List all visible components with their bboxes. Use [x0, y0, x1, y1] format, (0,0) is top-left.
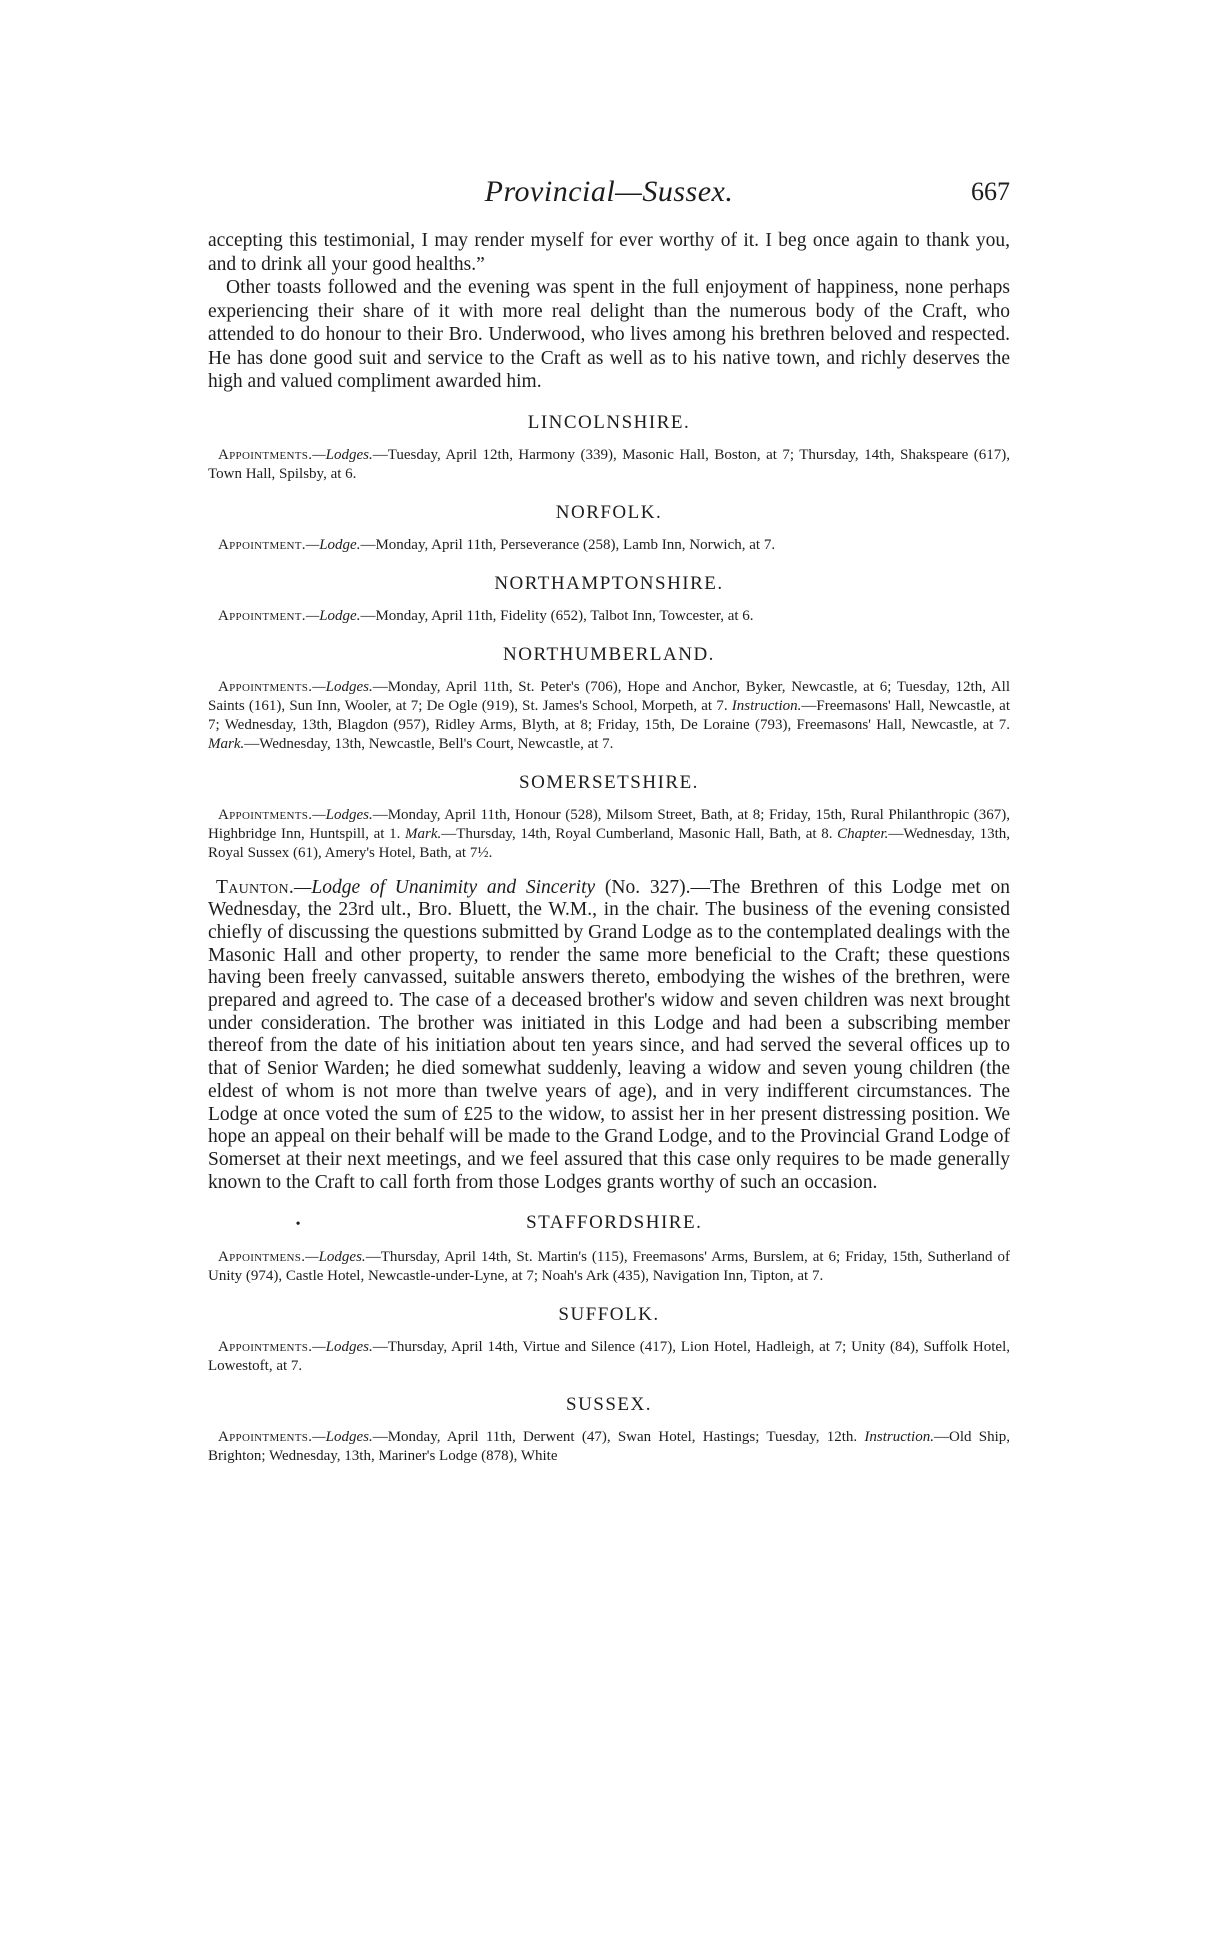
- heading-suffolk: SUFFOLK.: [558, 1304, 660, 1326]
- heading-northumberland: NORTHUMBERLAND.: [503, 643, 715, 665]
- bullet-mark: •: [295, 1217, 303, 1233]
- appointments-text: —Old Ship, Brighton; Wednesday, 13th, Mariner's Lodge (878), White: [208, 1429, 1010, 1465]
- heading-lincolnshire: LINCOLNSHIRE.: [527, 411, 691, 433]
- appointments-text: —Tuesday, April 12th, Harmony (339), Masonic Hall, Boston, at 7; Thursday, 14th, Shakspeare (617), Town Hall, Spilsby, at 6.: [208, 446, 1010, 482]
- chapter-label: Chapter.: [837, 825, 889, 842]
- lodges-label: —Lodges.: [312, 1429, 373, 1446]
- taunton-report: [208, 877, 1010, 1195]
- mark-label: Mark.: [405, 825, 442, 842]
- heading-somersetshire: SOMERSETSHIRE.: [519, 771, 699, 793]
- appointments-label: Appointments.: [218, 1429, 313, 1446]
- appointments-text: —Wednesday, 13th, Newcastle, Bell's Court, Newcastle, at 7.: [244, 735, 614, 752]
- taunton-report-text: (No. 327).—The Brethren of this Lodge met on Wednesday, the 23rd ult., Bro. Bluett, the W.M., in the chair. The business of the evening consisted chiefly of discussing the questions submitted by Grand Lodge as to the contemplated dealings with the Masonic Hall and other property, to render the same more beneficial to the Craft; these questions having been freely canvassed, suitable answers thereto, embodying the wishes of the brethren, were prepared and agreed to. The case of a deceased brother's widow and seven children was next brought under consideration. The brother was initiated in this Lodge and had been a subscribing member thereof from the date of his initiation about ten years since, and had served the several offices up to that of Senior Warden; he died somewhat suddenly, leaving a widow and seven young children (the eldest of whom is not more than twelve years of age), and in very indifferent circumstances. The Lodge at once voted the sum of £25 to the widow, to assist her in her present distressing position. We hope an appeal on their behalf will be made to the Grand Lodge, and to the Provincial Grand Lodge of Somerset at their next meetings, and we feel assured that this case only requires to be made generally known to the Craft to call forth from those Lodges grants worthy of such an occasion.: [208, 876, 1010, 1193]
- lodges-label: —Lodges.: [312, 806, 373, 823]
- taunton-lodge-name: —Lodge of Unanimity and Sincerity: [294, 876, 596, 898]
- appointments-text: —Freemasons' Hall, Newcastle, at 7; Wednesday, 13th, Blagdon (957), Ridley Arms, Blyth, at 8; Friday, 15th, De Loraine (793), Freemasons' Hall, Newcastle, at 7.: [208, 697, 1010, 733]
- appointment-label: Appointment.: [218, 607, 306, 624]
- appointments-label: Appointmens.: [218, 1249, 306, 1266]
- heading-norfolk: NORFOLK.: [555, 501, 663, 523]
- heading-sussex: SUSSEX.: [566, 1394, 652, 1416]
- lodges-label: —Lodges.: [312, 446, 373, 463]
- appointments-label: Appointments.: [218, 806, 313, 823]
- running-header: [208, 175, 1010, 215]
- appointments-label: Appointments.: [218, 1339, 313, 1356]
- running-title: Provincial—Sussex.: [484, 175, 734, 208]
- appointments-text: —Thursday, April 14th, St. Martin's (115), Freemasons' Arms, Burslem, at 6; Friday, 15th, Sutherland of Unity (974), Castle Hotel, Newcastle-under-Lyne, at 7; Noah's Ark (435), Navigation Inn, Tipton, at 7.: [208, 1249, 1010, 1285]
- instruction-label: Instruction.: [731, 697, 802, 714]
- appointments-sussex: [208, 1428, 1010, 1466]
- appointments-somersetshire: [208, 806, 1010, 863]
- appointments-text: —Monday, April 11th, St. Peter's (706), Hope and Anchor, Byker, Newcastle, at 6; Tuesday, 12th, All Saints (161), Sun Inn, Wooler, at 7; De Ogle (919), St. James's School, Morpeth, at 7.: [208, 678, 1010, 714]
- appointments-text: —Monday, April 11th, Derwent (47), Swan Hotel, Hastings; Tuesday, 12th.: [372, 1429, 865, 1446]
- intro-paragraph-2: Other toasts followed and the evening was spent in the full enjoyment of happiness, none perhaps experiencing their share of it with more real delight than the numerous body of the Craft, who attended to do honour to their Bro. Underwood, who lives among his brethren beloved and respected. He has done good suit and service to the Craft as well as to his native town, and richly deserves the high and valued compliment awarded him.: [208, 277, 1010, 392]
- lodge-label: —Lodge.: [305, 607, 361, 624]
- appointments-text: —Thursday, 14th, Royal Cumberland, Masonic Hall, Bath, at 8.: [441, 825, 838, 842]
- appointments-lincolnshire: [208, 446, 1010, 484]
- lodges-label: —Lodges.: [312, 678, 373, 695]
- page-number: 667: [971, 177, 1010, 206]
- appointments-northamptonshire: [208, 607, 1010, 626]
- appointments-northumberland: [208, 678, 1010, 754]
- appointments-suffolk: [208, 1338, 1010, 1376]
- lodges-label: —Lodges.: [305, 1249, 366, 1266]
- appointment-label: Appointment.: [218, 536, 306, 553]
- heading-northamptonshire: NORTHAMPTONSHIRE.: [494, 572, 724, 594]
- lodges-label: —Lodges.: [312, 1339, 373, 1356]
- appointments-text: —Monday, April 11th, Fidelity (652), Talbot Inn, Towcester, at 6.: [360, 607, 754, 624]
- appointments-label: Appointments.: [218, 446, 313, 463]
- heading-staffordshire: [208, 1212, 1010, 1236]
- appointments-text: —Monday, April 11th, Perseverance (258), Lamb Inn, Norwich, at 7.: [360, 536, 776, 553]
- appointments-text: —Wednesday, 13th, Royal Sussex (61), Amery's Hotel, Bath, at 7½.: [208, 825, 1011, 861]
- appointments-norfolk: [208, 536, 1010, 555]
- heading-staffordshire-text: STAFFORDSHIRE.: [526, 1212, 703, 1234]
- lodge-label: —Lodge.: [305, 536, 361, 553]
- taunton-place: Taunton.: [216, 876, 295, 898]
- appointments-label: Appointments.: [218, 678, 313, 695]
- mark-label: Mark.: [208, 735, 245, 752]
- appointments-staffordshire: [208, 1248, 1010, 1286]
- instruction-label: Instruction.: [864, 1429, 934, 1446]
- intro-paragraph-1: accepting this testimonial, I may render myself for ever worthy of it. I beg once again to thank you, and to drink all your good healths.”: [208, 230, 1010, 275]
- appointments-text: —Thursday, April 14th, Virtue and Silence (417), Lion Hotel, Hadleigh, at 7; Unity (84), Suffolk Hotel, Lowestoft, at 7.: [208, 1339, 1010, 1375]
- appointments-text: —Monday, April 11th, Honour (528), Milsom Street, Bath, at 8; Friday, 15th, Rural Philanthropic (367), Highbridge Inn, Huntspill, at 1.: [208, 806, 1010, 842]
